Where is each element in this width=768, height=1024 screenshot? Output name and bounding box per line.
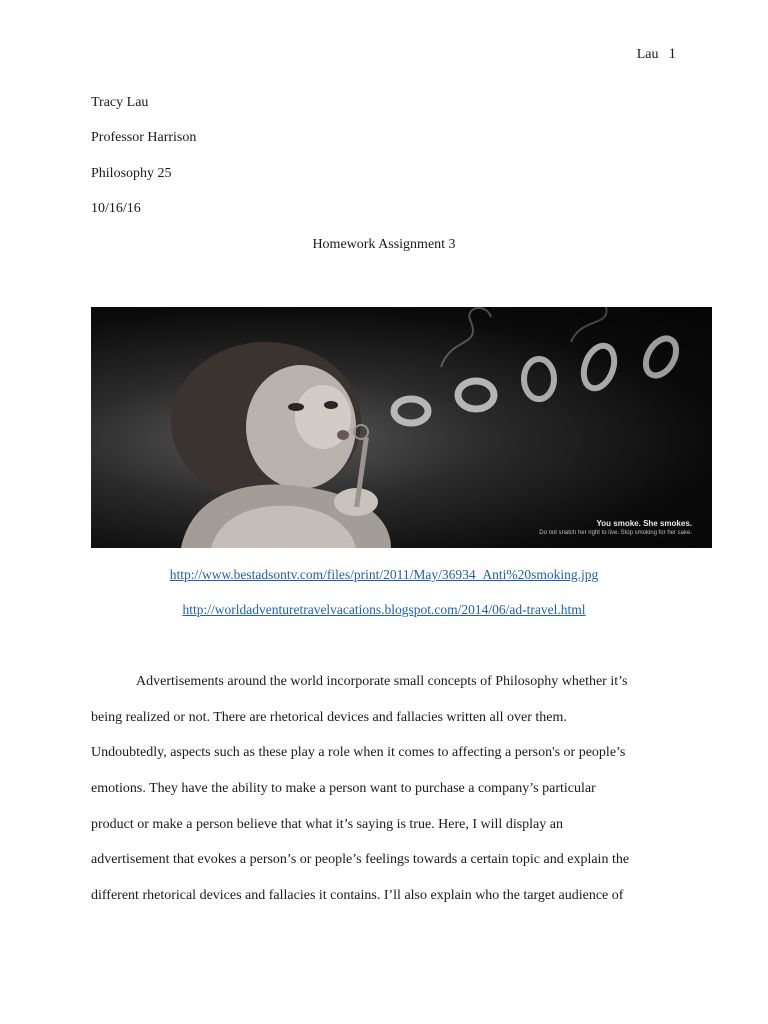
course-name: Philosophy 25: [91, 166, 172, 181]
paragraph-line: emotions. They have the ability to make a person want to purchase a company’s particular: [91, 781, 596, 796]
paragraph-line: being realized or not. There are rhetorical devices and fallacies written all over them.: [91, 710, 567, 725]
page-title: Homework Assignment 3: [312, 237, 456, 252]
paragraph-line: Undoubtedly, aspects such as these play a role when it comes to affecting a person's or people’s: [91, 745, 626, 760]
paragraph-line: advertisement that evokes a person’s or people’s feelings towards a certain topic and explain the: [91, 852, 630, 867]
smoke-rings: [394, 307, 682, 423]
ad-subline: Do not snatch her right to live. Stop smoking for her sake.: [539, 530, 692, 536]
student-name: Tracy Lau: [91, 95, 149, 110]
professor-name: Professor Harrison: [91, 130, 197, 145]
running-header: [637, 46, 676, 63]
paragraph-line: Advertisements around the world incorporate small concepts of Philosophy whether it’s: [136, 674, 628, 689]
assignment-date: 10/16/16: [91, 201, 141, 216]
page-number: 1: [668, 46, 676, 62]
ad-illustration: [91, 307, 712, 548]
paragraph-line: different rhetorical devices and fallacies it contains. I’ll also explain who the target audience of: [91, 888, 624, 903]
header-last-name: Lau: [636, 47, 659, 62]
anti-smoking-ad-image: [91, 307, 712, 548]
paragraph-line: product or make a person believe that what it’s saying is true. Here, I will display an: [91, 817, 563, 832]
source-link-2[interactable]: http://worldadventuretravelvacations.blogspot.com/2014/06/ad-travel.html: [182, 602, 586, 617]
source-link-1[interactable]: http://www.bestadsontv.com/files/print/2011/May/36934_Anti%20smoking.jpg: [169, 567, 599, 582]
ad-tagline: You smoke. She smokes.: [596, 519, 692, 528]
